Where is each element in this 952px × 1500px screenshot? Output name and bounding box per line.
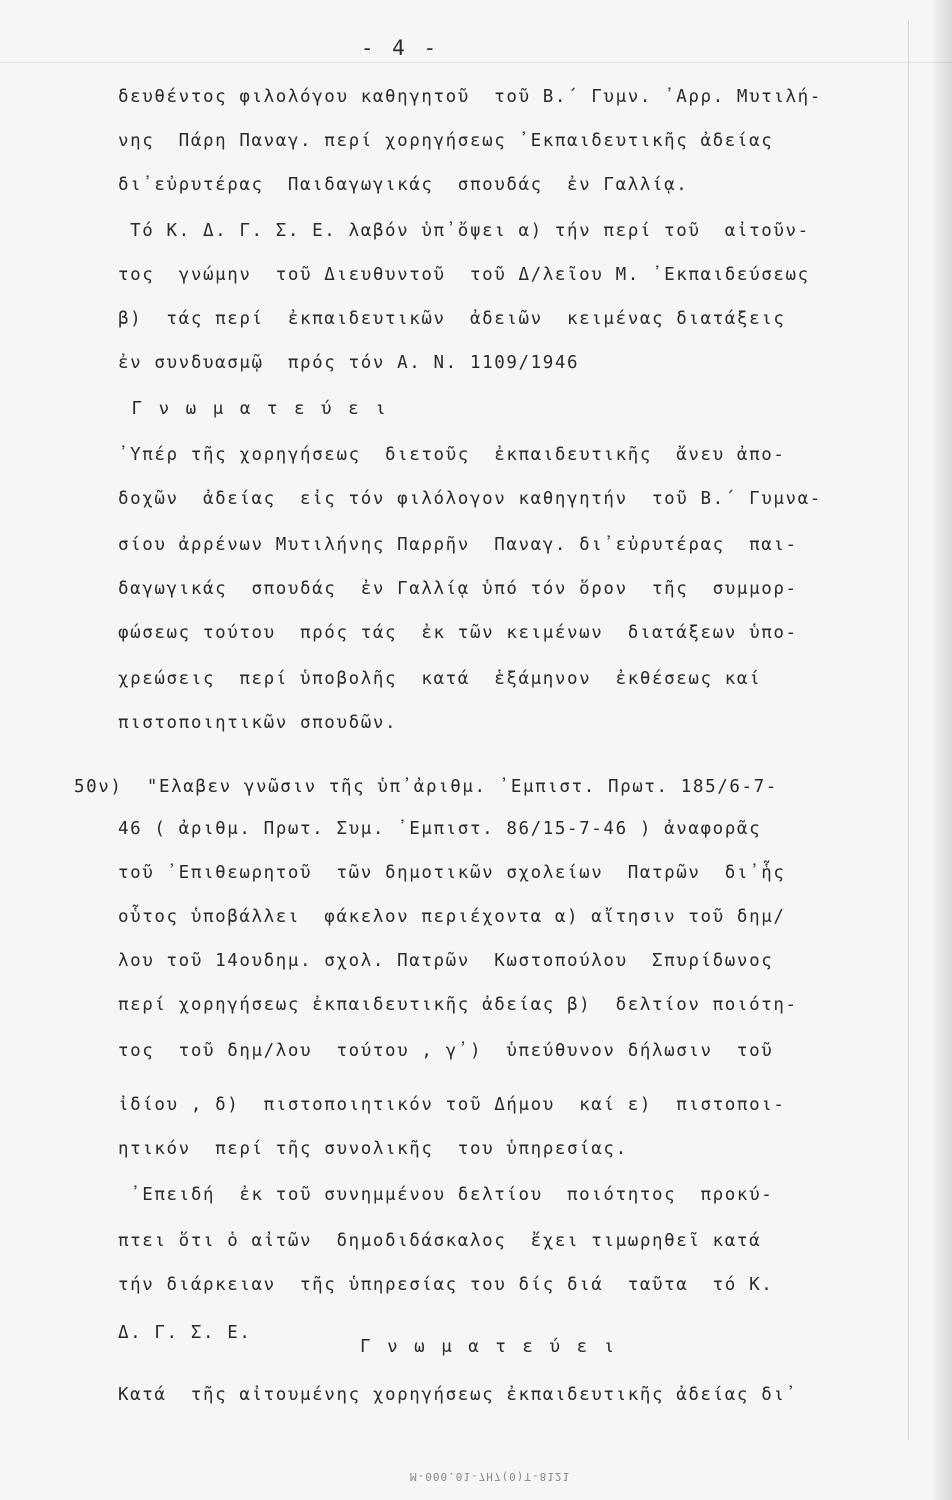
text-line: χρεώσεις περί ὑποβολῆς κατά ἑξάμηνον ἐκθέσεως καί (118, 669, 762, 689)
page-edge-shadow (930, 0, 952, 1500)
text-line: νης Πάρη Παναγ. περί χορηγήσεως ᾽Εκπαιδευτικῆς ἀδείας (118, 131, 774, 151)
text-line: πιστοποιητικῶν σπουδῶν. (118, 713, 398, 733)
text-line: ητικόν περί τῆς συνολικῆς του ὑπηρεσίας. (118, 1139, 628, 1159)
section-heading: Γ ν ω μ α τ ε ύ ε ι (118, 399, 389, 419)
text-line: 46 ( ἀριθμ. Πρωτ. Συμ. ᾽Εμπιστ. 86/15-7-46 ) ἀναφορᾶς (118, 819, 762, 839)
top-rule (0, 62, 952, 63)
text-line: Τό Κ. Δ. Γ. Σ. Ε. λαβόν ὑπ᾽ὄψει α) τήν περί τοῦ αἰτοῦν- (118, 221, 810, 241)
section-heading: Γ ν ω μ α τ ε ύ ε ι (360, 1337, 618, 1357)
text-line: οὗτος ὑποβάλλει φάκελον περιέχοντα α) αἴτησιν τοῦ δημ/ (118, 907, 786, 927)
text-line: Κατά τῆς αἰτουμένης χορηγήσεως ἐκπαιδευτικῆς ἀδείας δι᾽ (118, 1385, 798, 1405)
text-line: πτει ὅτι ὁ αἰτῶν δημοδιδάσκαλος ἔχει τιμωρηθεῖ κατά (118, 1231, 762, 1251)
text-line: λου τοῦ 14ουδημ. σχολ. Πατρῶν Κωστοπούλου Σπυρίδωνος (118, 951, 774, 971)
text-line: σίου ἀρρένων Μυτιλήνης Παρρῆν Παναγ. δι᾽εὐρυτέρας παι- (118, 535, 798, 555)
text-line: ἐν συνδυασμῷ πρός τόν Α. Ν. 1109/1946 (118, 353, 580, 373)
text-line: τος γνώμην τοῦ Διευθυντοῦ τοῦ Δ/λεῖου Μ. ᾽Εκπαιδεύσεως (118, 265, 810, 285)
text-line: Δ. Γ. Σ. Ε. (118, 1323, 252, 1343)
text-line: ᾽Υπέρ τῆς χορηγήσεως διετοῦς ἐκπαιδευτικῆς ἄνευ ἀπο- (118, 445, 786, 465)
text-line: ᾽Επειδή ἐκ τοῦ συνημμένου δελτίου ποιότητος προκύ- (118, 1185, 774, 1205)
text-line: τος τοῦ δημ/λου τούτου , γ᾽) ὑπεύθυνον δήλωσιν τοῦ (118, 1041, 774, 1061)
footer-stamp: M-000.01-7H7(0)T-8121 (410, 1470, 571, 1483)
text-line: τοῦ ᾽Επιθεωρητοῦ τῶν δημοτικῶν σχολείων Πατρῶν δι᾽ἧς (118, 863, 786, 883)
text-line: ἰδίου , δ) πιστοποιητικόν τοῦ Δήμου καί ε) πιστοποι- (118, 1095, 786, 1115)
text-line: περί χορηγήσεως ἐκπαιδευτικῆς ἀδείας β) δελτίον ποιότη- (118, 995, 798, 1015)
text-line: δαγωγικάς σπουδάς ἐν Γαλλίᾳ ὑπό τόν ὅρον τῆς συμμορ- (118, 579, 798, 599)
text-line: φώσεως τούτου πρός τάς ἐκ τῶν κειμένων διατάξεων ὑπο- (118, 623, 798, 643)
text-line: β) τάς περί ἐκπαιδευτικῶν ἀδειῶν κειμένας διατάξεις (118, 309, 786, 329)
text-line: δοχῶν ἀδείας εἰς τόν φιλόλογον καθηγητήν τοῦ Β.΄ Γυμνα- (118, 489, 822, 509)
item-50-text-line: 50ν) "Ελαβεν γνῶσιν τῆς ὑπ᾽ἀριθμ. ᾽Εμπιστ. Πρωτ. 185/6-7- (74, 777, 778, 797)
text-line: δευθέντος φιλολόγου καθηγητοῦ τοῦ Β.΄ Γυμν. ᾽Αρρ. Μυτιλή- (118, 87, 822, 107)
text-line: δι᾽εὐρυτέρας Παιδαγωγικάς σπουδάς ἐν Γαλλίᾳ. (118, 175, 689, 195)
page-number: - 4 - (360, 36, 440, 60)
text-line: τήν διάρκειαν τῆς ὑπηρεσίας του δίς διά ταῦτα τό Κ. (118, 1275, 774, 1295)
page-fold-line (908, 20, 909, 1440)
